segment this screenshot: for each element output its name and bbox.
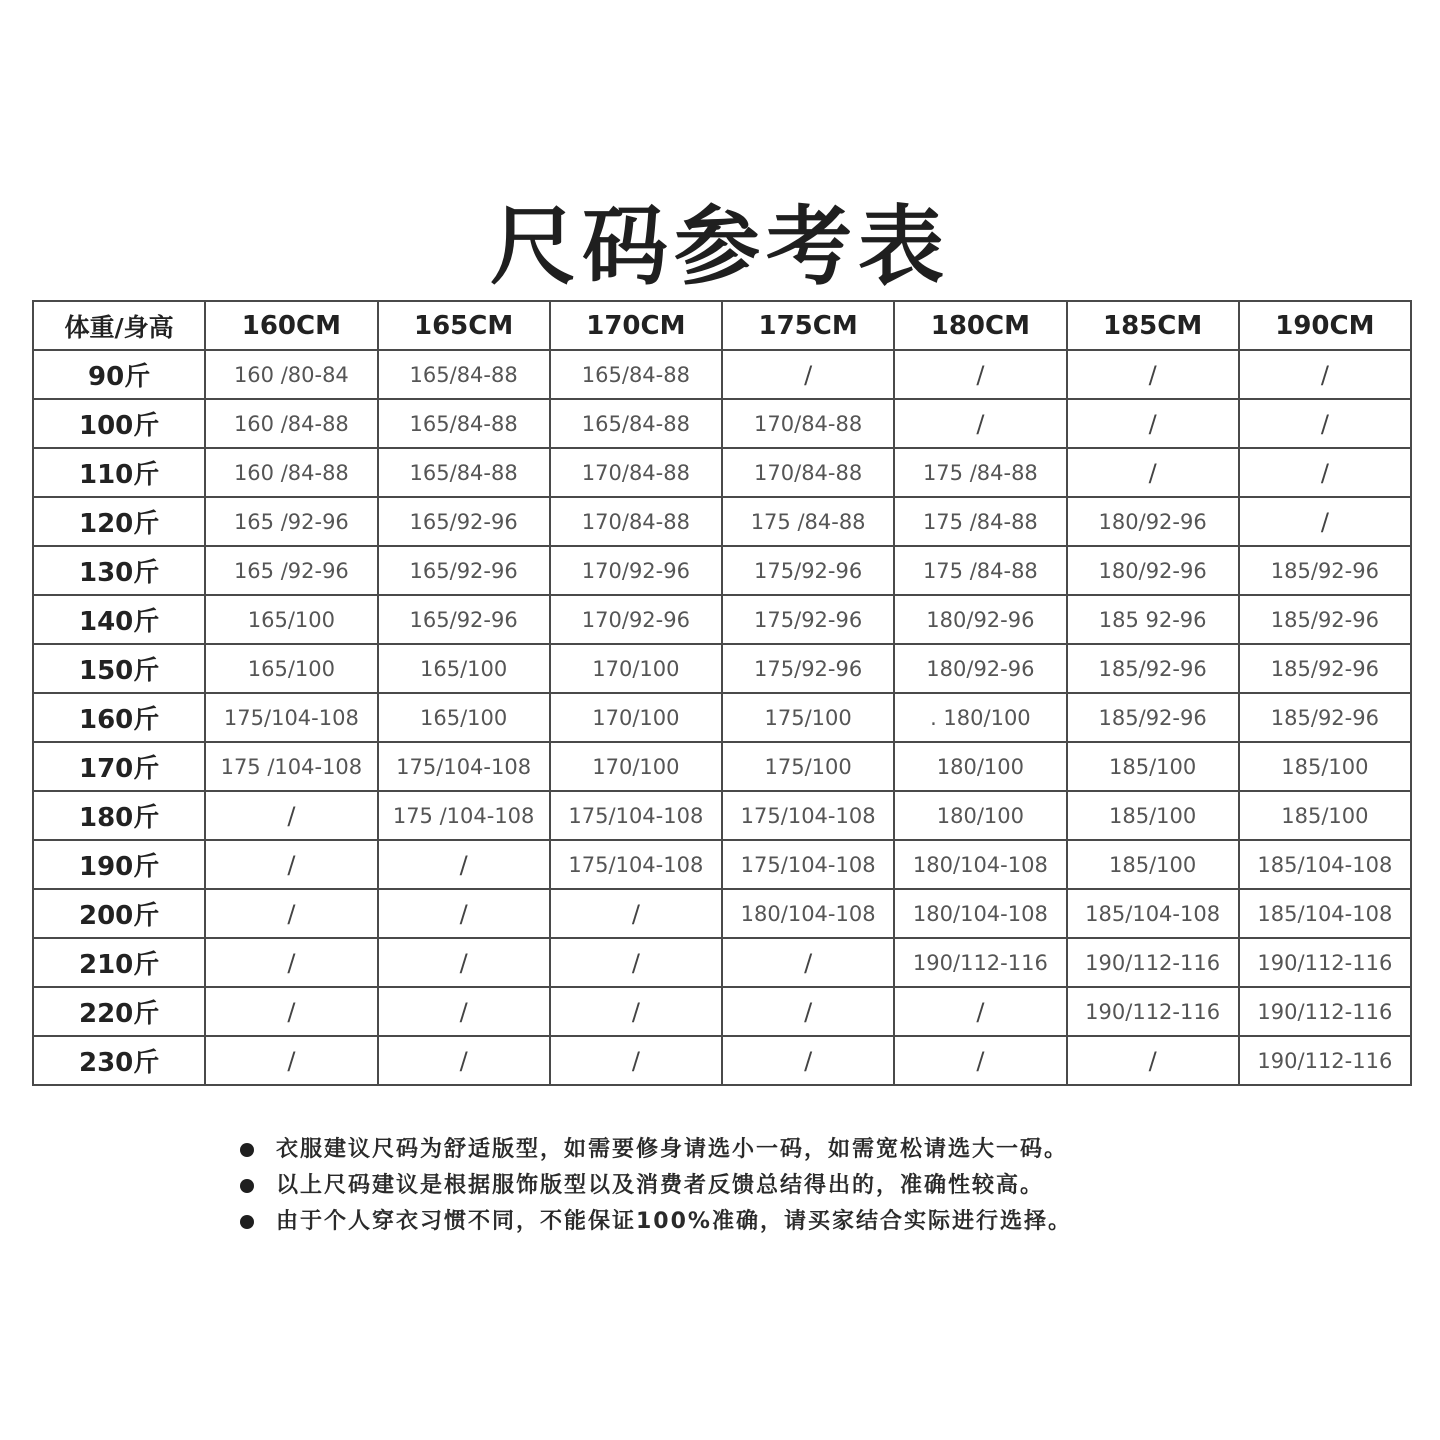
size-cell: 165/100 (205, 644, 377, 693)
size-cell-empty: / (1067, 1036, 1239, 1085)
size-cell: 165/84-88 (378, 399, 550, 448)
size-cell: 170/84-88 (722, 448, 894, 497)
size-cell: 180/104-108 (722, 889, 894, 938)
size-cell: 175/104-108 (550, 791, 722, 840)
size-cell: 160 /80-84 (205, 350, 377, 399)
size-cell: 190/112-116 (1239, 938, 1411, 987)
height-header: 185CM (1067, 301, 1239, 350)
table-row (33, 938, 1411, 987)
size-cell: 175 /84-88 (894, 497, 1066, 546)
height-header: 190CM (1239, 301, 1411, 350)
size-cell: 185/100 (1239, 791, 1411, 840)
size-cell: 170/100 (550, 693, 722, 742)
weight-cell: 160斤 (33, 693, 205, 742)
bullet-dot-icon (240, 1143, 254, 1157)
size-cell: 185/92-96 (1067, 644, 1239, 693)
size-cell: 165 /92-96 (205, 497, 377, 546)
size-cell: 180/92-96 (894, 644, 1066, 693)
height-header: 180CM (894, 301, 1066, 350)
table-row (33, 840, 1411, 889)
table-row (33, 987, 1411, 1036)
size-cell-empty: / (722, 987, 894, 1036)
size-cell: 170/92-96 (550, 595, 722, 644)
size-cell: 165/92-96 (378, 497, 550, 546)
size-cell: 185/100 (1239, 742, 1411, 791)
bullet-dot-icon (240, 1215, 254, 1229)
size-cell: 185/92-96 (1239, 644, 1411, 693)
weight-cell: 110斤 (33, 448, 205, 497)
table-row (33, 1036, 1411, 1085)
size-cell: 165/84-88 (550, 399, 722, 448)
size-cell: 185/100 (1067, 742, 1239, 791)
size-cell: 180/92-96 (1067, 546, 1239, 595)
weight-cell: 90斤 (33, 350, 205, 399)
weight-cell: 150斤 (33, 644, 205, 693)
size-cell: 165/84-88 (378, 448, 550, 497)
notes-list (240, 1132, 1072, 1240)
table-body (33, 350, 1411, 1085)
size-cell: 175/100 (722, 693, 894, 742)
size-cell-empty: / (205, 938, 377, 987)
size-cell: 175 /104-108 (378, 791, 550, 840)
size-cell: 170/84-88 (550, 497, 722, 546)
note-item (240, 1204, 1072, 1240)
size-cell-empty: / (550, 938, 722, 987)
weight-cell: 220斤 (33, 987, 205, 1036)
size-cell: 185/100 (1067, 791, 1239, 840)
size-cell-empty: / (550, 1036, 722, 1085)
size-cell: 185/92-96 (1239, 693, 1411, 742)
weight-cell: 170斤 (33, 742, 205, 791)
note-text: 衣服建议尺码为舒适版型，如需要修身请选小一码，如需宽松请选大一码。 (276, 1137, 1069, 1162)
note-text: 以上尺码建议是根据服饰版型以及消费者反馈总结得出的，准确性较高。 (276, 1173, 1045, 1198)
size-cell-empty: / (894, 350, 1066, 399)
size-cell-empty: / (205, 840, 377, 889)
table-row (33, 742, 1411, 791)
size-cell: 175/92-96 (722, 644, 894, 693)
size-cell-empty: / (205, 889, 377, 938)
table-row (33, 350, 1411, 399)
note-item (240, 1168, 1072, 1204)
size-cell: 170/84-88 (550, 448, 722, 497)
size-cell: 165/100 (378, 693, 550, 742)
size-cell: 175/104-108 (722, 791, 894, 840)
weight-cell: 180斤 (33, 791, 205, 840)
table-row (33, 399, 1411, 448)
size-cell: 175/104-108 (205, 693, 377, 742)
size-cell-empty: / (894, 399, 1066, 448)
size-cell: 180/104-108 (894, 840, 1066, 889)
size-cell: 165/92-96 (378, 546, 550, 595)
weight-cell: 200斤 (33, 889, 205, 938)
note-item (240, 1132, 1072, 1168)
size-cell: 190/112-116 (1067, 987, 1239, 1036)
size-cell-empty: / (1067, 350, 1239, 399)
size-cell: 175/104-108 (722, 840, 894, 889)
size-cell: 180/100 (894, 791, 1066, 840)
size-cell: . 180/100 (894, 693, 1066, 742)
size-cell-empty: / (722, 1036, 894, 1085)
height-header: 170CM (550, 301, 722, 350)
size-cell-empty: / (378, 889, 550, 938)
size-cell-empty: / (1067, 399, 1239, 448)
size-cell: 180/104-108 (894, 889, 1066, 938)
size-cell: 185/104-108 (1239, 889, 1411, 938)
height-header: 160CM (205, 301, 377, 350)
table-row (33, 448, 1411, 497)
weight-cell: 120斤 (33, 497, 205, 546)
size-cell-empty: / (1067, 448, 1239, 497)
size-cell: 190/112-116 (1239, 1036, 1411, 1085)
table-row (33, 595, 1411, 644)
size-cell-empty: / (722, 938, 894, 987)
size-cell: 190/112-116 (894, 938, 1066, 987)
size-cell: 165 /92-96 (205, 546, 377, 595)
size-cell-empty: / (1239, 497, 1411, 546)
weight-cell: 100斤 (33, 399, 205, 448)
size-cell: 190/112-116 (1239, 987, 1411, 1036)
size-cell-empty: / (378, 938, 550, 987)
size-cell-empty: / (205, 1036, 377, 1085)
size-cell: 175/104-108 (378, 742, 550, 791)
size-cell: 170/100 (550, 644, 722, 693)
size-cell: 175/92-96 (722, 595, 894, 644)
bullet-dot-icon (240, 1179, 254, 1193)
size-cell: 180/100 (894, 742, 1066, 791)
size-cell: 185/92-96 (1239, 546, 1411, 595)
table-row (33, 546, 1411, 595)
table-row (33, 644, 1411, 693)
size-cell: 185/104-108 (1067, 889, 1239, 938)
size-cell-empty: / (1239, 399, 1411, 448)
size-chart-table (32, 300, 1412, 1086)
size-cell-empty: / (894, 1036, 1066, 1085)
size-cell: 170/100 (550, 742, 722, 791)
size-cell: 175/104-108 (550, 840, 722, 889)
weight-cell: 140斤 (33, 595, 205, 644)
table-row (33, 889, 1411, 938)
size-cell-empty: / (378, 840, 550, 889)
note-text: 由于个人穿衣习惯不同，不能保证100%准确，请买家结合实际进行选择。 (276, 1209, 1072, 1234)
size-cell-empty: / (378, 987, 550, 1036)
weight-cell: 230斤 (33, 1036, 205, 1085)
size-cell: 185 92-96 (1067, 595, 1239, 644)
size-cell: 185/104-108 (1239, 840, 1411, 889)
size-cell-empty: / (378, 1036, 550, 1085)
size-cell: 175/100 (722, 742, 894, 791)
size-cell: 160 /84-88 (205, 399, 377, 448)
size-cell-empty: / (894, 987, 1066, 1036)
size-cell: 175 /104-108 (205, 742, 377, 791)
corner-header: 体重/身高 (33, 301, 205, 350)
size-cell: 175 /84-88 (894, 448, 1066, 497)
size-cell: 165/100 (378, 644, 550, 693)
table-row (33, 693, 1411, 742)
size-cell-empty: / (1239, 448, 1411, 497)
header-row (33, 301, 1411, 350)
height-header: 165CM (378, 301, 550, 350)
size-cell: 165/100 (205, 595, 377, 644)
size-cell: 165/84-88 (550, 350, 722, 399)
size-cell: 160 /84-88 (205, 448, 377, 497)
size-cell: 165/84-88 (378, 350, 550, 399)
size-cell: 185/100 (1067, 840, 1239, 889)
size-cell: 165/92-96 (378, 595, 550, 644)
size-cell: 190/112-116 (1067, 938, 1239, 987)
weight-cell: 130斤 (33, 546, 205, 595)
size-cell: 185/92-96 (1067, 693, 1239, 742)
size-cell-empty: / (205, 987, 377, 1036)
size-cell-empty: / (205, 791, 377, 840)
size-cell: 175 /84-88 (894, 546, 1066, 595)
height-header: 175CM (722, 301, 894, 350)
size-cell-empty: / (550, 987, 722, 1036)
size-cell-empty: / (722, 350, 894, 399)
size-cell: 180/92-96 (894, 595, 1066, 644)
size-cell-empty: / (1239, 350, 1411, 399)
size-cell: 175 /84-88 (722, 497, 894, 546)
table-row (33, 791, 1411, 840)
page-title: 尺码参考表 (490, 197, 950, 297)
size-cell: 175/92-96 (722, 546, 894, 595)
table-row (33, 497, 1411, 546)
size-cell: 170/92-96 (550, 546, 722, 595)
size-cell: 180/92-96 (1067, 497, 1239, 546)
size-cell-empty: / (550, 889, 722, 938)
weight-cell: 210斤 (33, 938, 205, 987)
size-cell: 185/92-96 (1239, 595, 1411, 644)
weight-cell: 190斤 (33, 840, 205, 889)
size-cell: 170/84-88 (722, 399, 894, 448)
